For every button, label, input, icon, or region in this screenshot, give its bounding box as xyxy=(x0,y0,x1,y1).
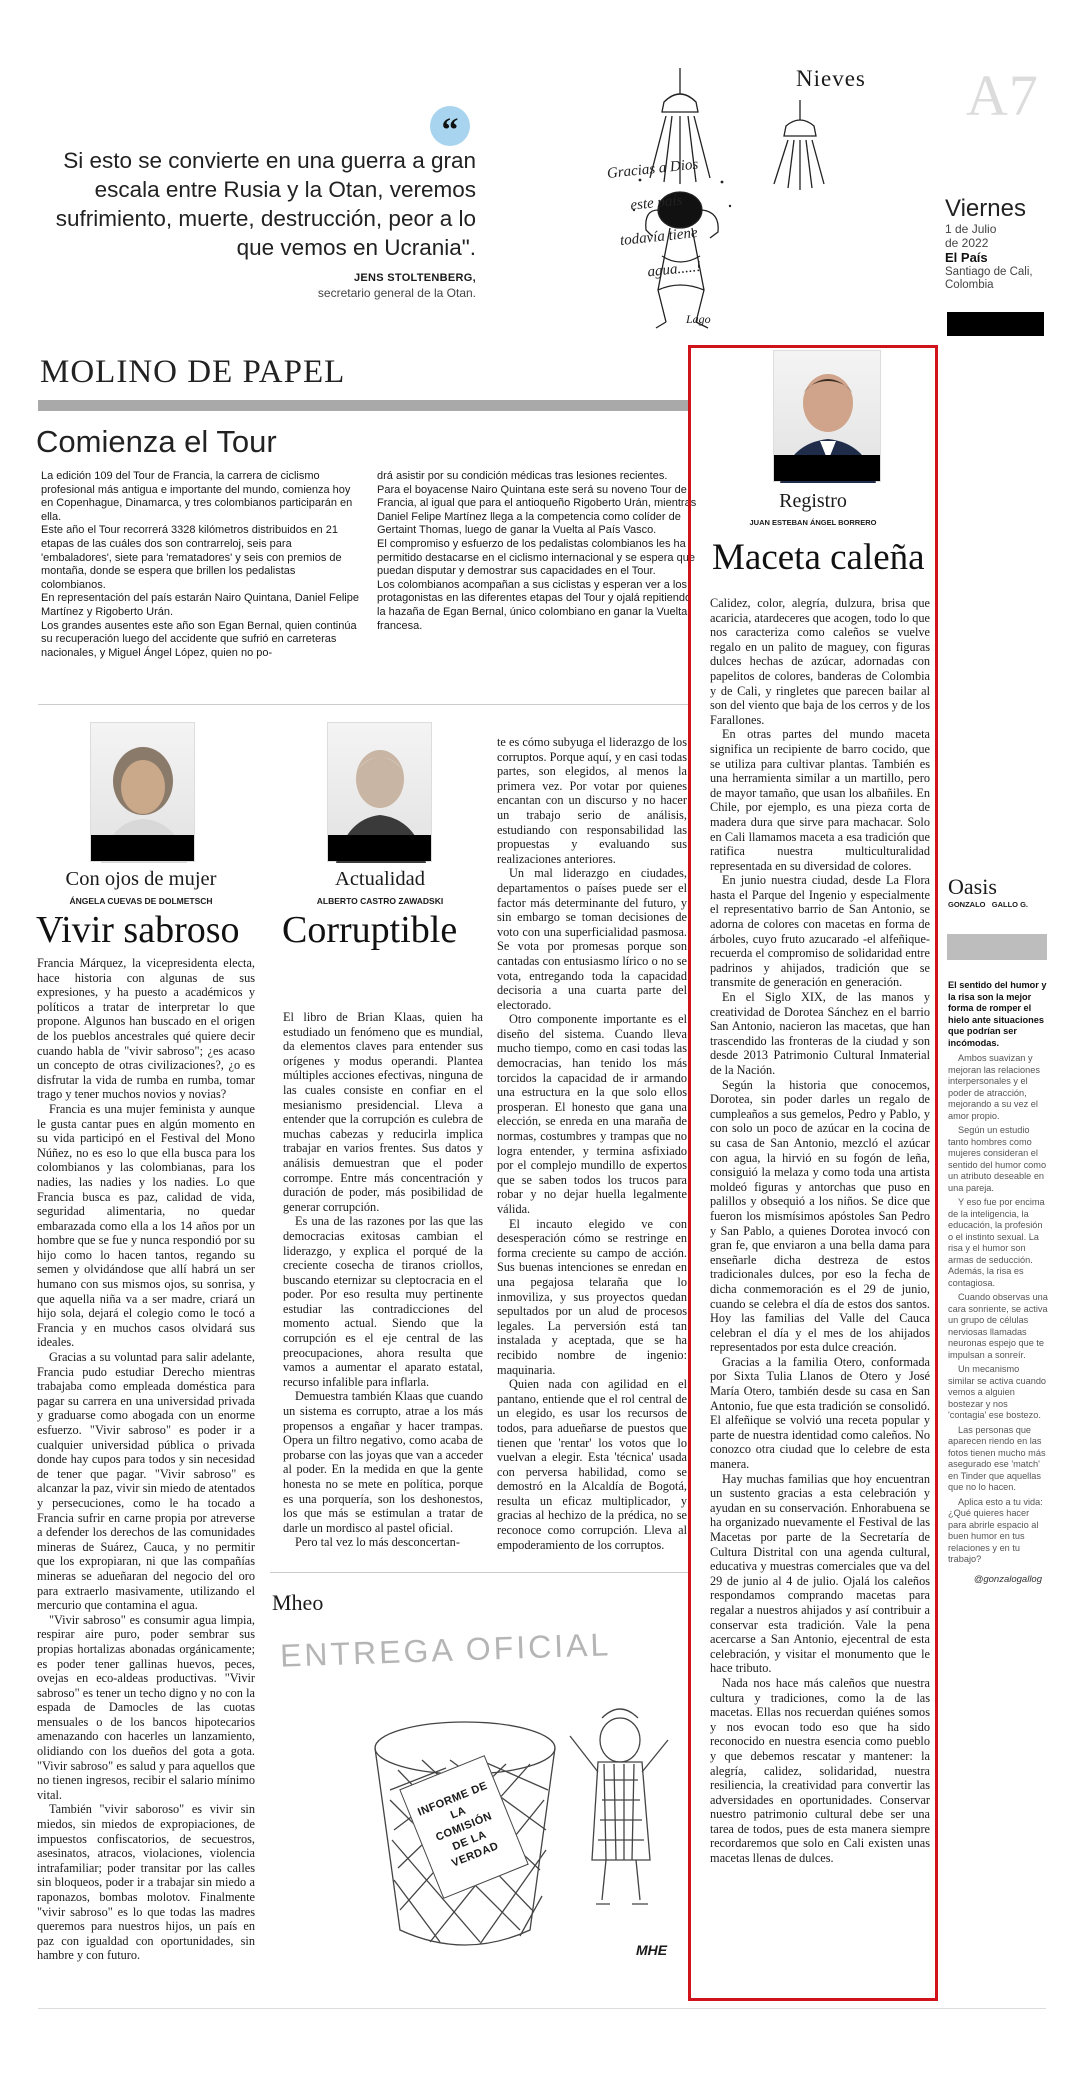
author-photo xyxy=(90,722,195,862)
cartoon-mheo-signature: MHE xyxy=(636,1942,668,1958)
oasis-paragraph: Según un estudio tanto hombres como mujeres consideran el sentido del humor como un atributo deseable en una pareja. xyxy=(948,1125,1047,1193)
corruptible-paragraph: Demuestra también Klaas que cuando un sistema es corrupto, atrae a los más propensos a engañar y hacer trampas. Opera un filtro negativo, como acaba de probarse con las joyas que van a acceder al poder. En la medida en que la gente honesta no se mete en política, porque es una porquería, son los deshonestos, los que más se estimulan a tratar de darle un mordisco al pastel oficial. xyxy=(283,1389,483,1535)
column-author: ÁNGELA CUEVAS DE DOLMETSCH xyxy=(69,896,213,906)
date-block xyxy=(945,196,1075,292)
tour-col-2 xyxy=(377,470,697,692)
cartoon-nieves-signature: Lago xyxy=(686,312,711,326)
column-headline: Corruptible xyxy=(282,909,458,951)
date-black-bar xyxy=(947,312,1044,336)
oasis-paragraph: Cuando observas una cara sonriente, se activa un grupo de células nerviosas llamadas neuronas espejo que te impulsan a sonreír. xyxy=(948,1292,1048,1360)
handwriting-line-3: todavía tiene xyxy=(619,224,699,250)
handwriting-line-2: este país xyxy=(629,192,684,214)
oasis-lead: El sentido del humor y la risa son la mejor forma de romper el hielo ante situaciones que podrían ser incómodas. xyxy=(948,980,1047,1048)
column-author: ALBERTO CASTRO ZAWADSKI xyxy=(316,896,444,906)
maceta-paragraph: En el Siglo XIX, de las manos y creatividad de Dorotea Sánchez en el barrio San Antonio, nacieron las macetas, que han trascendido las fronteras de la ciudad y son desde 2013 Patrimonio Cultural Inmaterial de la Nación. xyxy=(710,990,930,1077)
corruptible-paragraph: Otro componente importante es el diseño del sistema. Cuando lleva mucho tiempo, como en casi todas las democracias, han tenido los más torcidos la capacidad de ir armando una estructura en la que solo ellos prosperan. El honesto que gana una elección, se enreda en una maraña de normas, costumbres y trampas que no logra entender, y termina asfixiado por el complejo mundillo de expertos que se saben todos los trucos para robar y no dejar huella legalmente válida. xyxy=(497,1012,687,1216)
city-line-2: Colombia xyxy=(945,279,994,291)
author-photo xyxy=(327,722,432,862)
cartoon-nieves-title: Nieves xyxy=(796,66,866,91)
tour-paragraph: La edición 109 del Tour de Francia, la carrera de ciclismo profesional más antigua e importante del mundo, comienza hoy en Copenhague, Dinamarca, y tres colombianos participarán en ella. xyxy=(41,470,353,523)
section-title: MOLINO DE PAPEL xyxy=(40,354,346,390)
oasis-author: GONZALO GALLO G. xyxy=(948,900,1028,909)
tour-paragraph: Los grandes ausentes este año son Egan Bernal, quien continúa su recuperación luego del accidente que sufrió en carreteras nacionales, y Miguel Ángel López, quien no po- xyxy=(41,619,357,659)
newspaper-name: El País xyxy=(945,250,988,265)
column-headline: Vivir sabroso xyxy=(36,909,240,951)
tour-paragraph: drá asistir por su condición médicas tras lesiones recientes. xyxy=(377,470,668,482)
city-line-1: Santiago de Cali, xyxy=(945,266,1033,278)
oasis-handle: @gonzalogallog xyxy=(973,1573,1042,1585)
pull-quote-text: Si esto se convierte en una guerra a gran escala entre Rusia y la Otan, veremos sufrimiento, muerte, destrucción, peor a lo que vemos en Ucrania". xyxy=(55,148,476,260)
date-line-2: de 2022 xyxy=(945,236,989,250)
oasis-body xyxy=(948,980,1048,1585)
book-title: INFORME DE LA COMISIÓN DE LA VERDAD xyxy=(415,1779,501,1870)
maceta-paragraph: Según la historia que conocemos, Dorotea, sin poder darles un regalo de cumpleaños a sus gemelos, Pedro y Pablo, y con solo un poco de azúcar en la cocina de su casa de San Antonio, mezcló el azúcar con agua, la hirvió en su fogón de leña, consiguió la melaza y como toda una artista moldeó figuras y antorchas que puso en palillos y obsequió a los niños. Se dice que fueron los mismísimos apóstoles San Pedro y San Pablo, a quienes Dorotea invocó con gran fe, que enviaron a una bella dama para enseñarle dicha destreza de estos tradicionales dulces, por eso la fecha de dicha conmemoración es el 29 de junio, cuando se celebra el día de estos dos santos. Hoy las familias del Valle del Cauca celebran el día y el mes de los ahijados representados por esta dulce creación. xyxy=(710,1077,930,1355)
maceta-paragraph: Calidez, color, alegría, dulzura, brisa que acaricia, atardeceres que acogen, todo lo que nos caracteriza como caleños se vuelve regalo en un palito de maguey, con figuras dulces hechas de azúcar, adornadas con papelitos de colores, banderas de Colombia y de Cali, y ringletes que parecen bailar al son del viento que baja de los cerros y de los Farallones. xyxy=(710,596,930,727)
oasis-paragraph: Y eso fue por encima de la inteligencia, la educación, la profesión o el instinto sexual. La risa y el humor son armas de seducción. Además, la risa es contagiosa. xyxy=(948,1197,1045,1288)
vivir-paragraph: "Vivir sabroso" es consumir agua limpia, respirar aire puro, poder sembrar sus propias hortalizas abonadas orgánicamente; es poder tener gallinas huevos, peces, ovejas en eco-aldeas productivas. "Vivir sabroso" es tener un techo digno y no con la espada de Damocles de las cuotas mensuales o de los bancos hipotecarios amenazando con hacerles un lanzamiento, olidiando con los dueños del gota a gota. "Vivir sabroso" es salud y para aquellos que no tienen ingresos, recibir el salario mínimo vital. xyxy=(37,1612,255,1802)
corruptible-col-1 xyxy=(283,1010,483,1550)
corruptible-col-2 xyxy=(497,735,687,1552)
quote-badge xyxy=(430,106,470,149)
cartoon-mheo-caption: ENTREGA OFICIAL xyxy=(279,1626,612,1674)
tour-paragraph: Este año el Tour recorrerá 3328 kilómetros distribuidos en 21 etapas de las cuáles dos son contrarreloj, seis para 'embaladores', siete para 'rematadores' y seis con premios de montaña, donde se espera que brillen los pedalistas colombianos. xyxy=(41,524,342,591)
maceta-paragraph: Hay muchas familias que hoy encuentran un sustento gracias a esta celebración y ayudan en su conservación. Enhorabuena se ha organizado nuevamente el Festival de las Macetas por parte de la Secretaría de Cultura Distrital con una agenda cultural, educativa y muestras comerciales que va del 29 de junio al 4 de julio. Ojalá los caleños respondamos comprando macetas para regalar a nuestros ahijados y así contribuir a conservar esta tradición. Vale la pena acercarse a San Antonio, ejecentral de esta celebración, y visitar el monumento que le hace tributo. xyxy=(710,1471,930,1676)
pull-quote xyxy=(40,146,476,300)
quote-mark-icon: “ xyxy=(441,112,459,149)
pull-quote-author: JENS STOLTENBERG, xyxy=(353,272,476,284)
column-name: Con ojos de mujer xyxy=(65,868,217,890)
cartoon-mheo-title: Mheo xyxy=(272,1590,324,1615)
vivir-body xyxy=(37,956,255,1986)
corruptible-paragraph: Pero tal vez lo más desconcertan- xyxy=(295,1535,460,1550)
divider-rule xyxy=(38,704,688,705)
photo-black-bar xyxy=(91,835,194,861)
handwriting-line-1: Gracias a Dios xyxy=(606,156,700,183)
corruptible-paragraph: te es cómo subyuga el liderazgo de los corruptos. Porque aquí, y en casi todas partes, son elegidos, al menos la primera vez. Por votar por quienes encantan con un discurso y no hacer un trabajo serio de análisis, estudiando con responsabilidad las propuestas y evaluando sus realizaciones anteriores. xyxy=(497,735,687,866)
column-name: Registro xyxy=(779,490,847,512)
tour-headline: Comienza el Tour xyxy=(36,424,277,459)
handwriting-line-4: agua.....! xyxy=(646,258,702,281)
oasis-title: Oasis xyxy=(948,874,997,899)
oasis-paragraph: Aplica esto a tu vida: ¿Qué quieres hacer para abrirle espacio al buen humor en tus relaciones y en tu trabajo? xyxy=(948,1496,1043,1564)
tour-paragraph: Para el boyacense Nairo Quintana este será su noveno Tour de Francia, al igual que para el antioqueño Rigoberto Urán, mientras Daniel Felipe Martínez llega a la competencia como colíder de Gertaint Thomas, luego de ganar la Vuelta al País Vasco. xyxy=(377,483,697,537)
oasis-paragraph: Las personas que aparecen riendo en las fotos tienen mucho más asegurado ese 'match' en Tinder que aquellas que no lo hacen. xyxy=(948,1424,1046,1492)
oasis-paragraph: Ambos suavizan y mejoran las relaciones interpersonales y el poder de atracción, mejorando a su vez el amor propio. xyxy=(948,1053,1040,1121)
maceta-paragraph: En junio nuestra ciudad, desde La Flora hasta el Parque del Ingenio y especialmente el representativo barrio de San Antonio, se adorna de colores con macetas en forma de árboles, cuyo fruto azucarado -el alfeñique- recuerda el compromiso de solidaridad entre padrinos y ahijados, tradición que se transmite de generación en generación. xyxy=(710,873,930,990)
cartoon-divider xyxy=(270,1572,688,1573)
corruptible-paragraph: Es una de las razones por las que las democracias exitosas cambian el liderazgo, y explica el porqué de la creciente cosecha de tiranos criollos, buscando eternizar su cleptocracia en el poder. Por eso resulta muy pertinente estudiar las contradicciones del momento actual. Siendo que la corrupción es el eje central de las preocupaciones, ahora resulta que vamos a aumentar el aparato estatal, recurso infalible para inflarla. xyxy=(283,1214,483,1389)
vivir-paragraph: También "vivir saboroso" es vivir sin miedos, sin miedos de expropiaciones, de impuestos confiscatorios, de secuestros, asesinatos, atracos, violaciones, violencia intrafamiliar; poder transitar por las calles sin bloqueos, poder ir a trabajar sin miedo a raponazos, bombas molotov. Finalmente "vivir sabroso" es lo que todas las madres queremos para nuestros hijos, un país en paz con igualdad con oportunidades, sin hambre y con futuro. xyxy=(37,1802,255,1963)
photo-black-bar xyxy=(774,455,880,481)
corruptible-paragraph: Quien nada con agilidad en el pantano, entiende que el rol central de un elegido, es usar los recursos de todos, para adueñarse de puestos que tienen que 'rentar' los votos que lo vuelvan a elegir. Esta 'técnica' usada con perversa habilidad, como se demostró en la Alcaldía de Bogotá, resulta un eficaz multiplicador, y gracias al hechizo de la prédica, no se reconoce como corrupción. Lleva al empoderamiento de los corruptos. xyxy=(497,1377,687,1552)
oasis-gray-band xyxy=(947,934,1047,960)
page-number: A7 xyxy=(966,63,1039,128)
oasis-paragraph: Un mecanismo similar se activa cuando vemos a alguien bostezar y nos 'contagia' ese bostezo. xyxy=(948,1364,1047,1420)
maceta-paragraph: Gracias a la familia Otero, conformada por Sixta Tulia Llanos de Otero y José María Otero, también desde su casa en San Antonio, fue que esta tradición se consolidó. El alfeñique se volvió una receta popular y parte de nuestra identidad como caleños. No conozco otra ciudad que lo celebre de esta manera. xyxy=(710,1354,930,1472)
vivir-paragraph: Gracias a su voluntad para salir adelante, Francia pudo estudiar Derecho mientras trabajaba como empleada doméstica para pagar su carrera en una universidad privada y graduarse como abogada con un enorme esfuerzo. "Vivir sabroso" es poder ir a cualquier universidad pública o privada donde hay cupos para todos y sin necesidad de tener que pagar. "Vivir sabroso" es alcanzar la paz, vivir sin miedo de atentados y persecuciones, como le ha tocado a Francia sufrir en carne propia por atreverse a defender los derechos de las comunidades mineras de Suárez, Cauca, y no permitir que los expropiaran, ni que las compañías mineras se adueñaran del negocio del oro para extraerlo masivamente, utilizando el mercurio que contamina el agua. xyxy=(37,1350,255,1613)
photo-black-bar xyxy=(328,835,431,861)
column-headline: Maceta caleña xyxy=(712,537,925,578)
vivir-paragraph: Francia Márquez, la vicepresidenta electa, hace historia con algunas de sus expresiones, y ha puesto a académicos y políticos a tratar de interpretar lo que propone. Algunos han buscado en el origen de los pueblos ancestrales qué quiere decir cuando habla de "vivir sabroso"; ¿es acaso un concepto de otras civilizaciones?, ¿o es disfrutar la vida de rumba en rumba, tomar trago y tener muchos novios y novias? xyxy=(37,956,255,1102)
maceta-paragraph: Nada nos hace más caleños que nuestra cultura y tradiciones, como la de las macetas. Ellas nos recuerdan quiénes somos y nos evocan todo eso que ha sido reconocido en nuestra esencia como pueblo y que debemos rescatar y mantener: la alegría, calidez, solidaridad, nuestra resiliencia, la creatividad para convertir las adversidades en oportunidades. Conservar nuestro patrimonio cultural debe ser una tarea de todos, pues de esta manera siempre recordaremos que solo en Cali existen unas macetas llenas de dulces. xyxy=(710,1675,930,1866)
pull-quote-role: secretario general de la Otan. xyxy=(317,286,476,300)
tour-paragraph: Los colombianos acompañan a sus ciclistas y esperan ver a los protagonistas en las diferentes etapas del Tour y ojalá repitiendo la hazaña de Egan Bernal, único colombiano en ganar la Vuelta francesa. xyxy=(377,578,692,632)
tour-col-1 xyxy=(41,470,361,660)
date-line-1: 1 de Julio xyxy=(945,222,997,236)
section-gray-band xyxy=(38,400,688,411)
bottom-rule xyxy=(38,2008,1046,2009)
corruptible-paragraph: El libro de Brian Klaas, quien ha estudiado un fenómeno que es mundial, da elementos claves para entender sus orígenes y modus operandi. Plantea múltiples acciones efectivas, ninguna de las cuales consiste en confiar en el mesianismo presidencial. Lleva a entender que la corrupción es culebra de muchas cabezas y reducirla implica trabajar en varios frentes. Sus datos y análisis demuestran que el poder corrompe. Entre más concentración y duración de poder, más posibilidad de generar corrupción. xyxy=(283,1010,483,1214)
column-name: Actualidad xyxy=(335,868,425,890)
column-author: JUAN ESTEBAN ÁNGEL BORRERO xyxy=(749,518,877,527)
cartoon-nieves-handwriting xyxy=(605,144,749,293)
tour-paragraph: El compromiso y esfuerzo de los pedalistas colombianos les ha permitido destacarse en el ciclismo internacional y se espera que puedan disputar y demostrar sus capacidades en el Tour. xyxy=(377,537,695,578)
tour-paragraph: En representación del país estarán Nairo Quintana, Daniel Felipe Martínez y Rigoberto Urán. xyxy=(41,592,359,618)
corruptible-paragraph: El incauto elegido ve con desesperación cómo se restringe en forma creciente su campo de acción. Sus buenas intenciones se enredan en una pegajosa telaraña que lo inmoviliza, y sus proyectos quedan sepultados por un alud de procesos legales. La perversión está tan instalada y aceptada, que se ha recibido nombre de ingenio: maquinaria. xyxy=(497,1216,687,1377)
corruptible-paragraph: Un mal liderazgo en ciudades, departamentos o países puede ser el factor más determinante del futuro, y sin embargo se toman decisiones de voto con una superficialidad pasmosa. Se vota por promesas porque son cantadas con entusiasmo lírico o no se vota, entregando toda la capacidad decisoria a una cuarta parte del electorado. xyxy=(497,866,687,1012)
maceta-paragraph: En otras partes del mundo maceta significa un recipiente de barro cocido, que se utiliza para cultivar plantas. También es una herramienta similar a un martillo, pero de mayor tamaño, que usan los albañiles. En Chile, por ejemplo, es una pieza corta de madera dura que sirve para machacar. Solo en Cali llamamos maceta a esa tradición que ratifica nuestra multiculturalidad representada en su diversidad de colores. xyxy=(710,727,930,873)
date-day: Viernes xyxy=(945,195,1026,222)
author-photo xyxy=(773,350,881,482)
maceta-body xyxy=(710,596,930,1994)
vivir-paragraph: Francia es una mujer feminista y aunque le gusta cantar pues en algún momento en su vida participó en el Festival del Mono Núñez, no es eso lo que ella busca para los colombianos y las colombianas, para los nadies, las nadies y los nadies. Lo que Francia busca es paz, calidad de vida, seguridad alimentaria, no quedar embarazada como ella a los 14 años por un hombre que se fue y nunca respondió por su hijo como lo hacen tantos, regando su semen y olvidándose que allí habrá un ser humano con sus mismos ojos, su sonrisa, y que aquella niña va a ser madre, criará un hijo sola, dejará el colegio como le tocó a Francia y en muchos casos olvidará sus ideales. xyxy=(37,1101,255,1350)
